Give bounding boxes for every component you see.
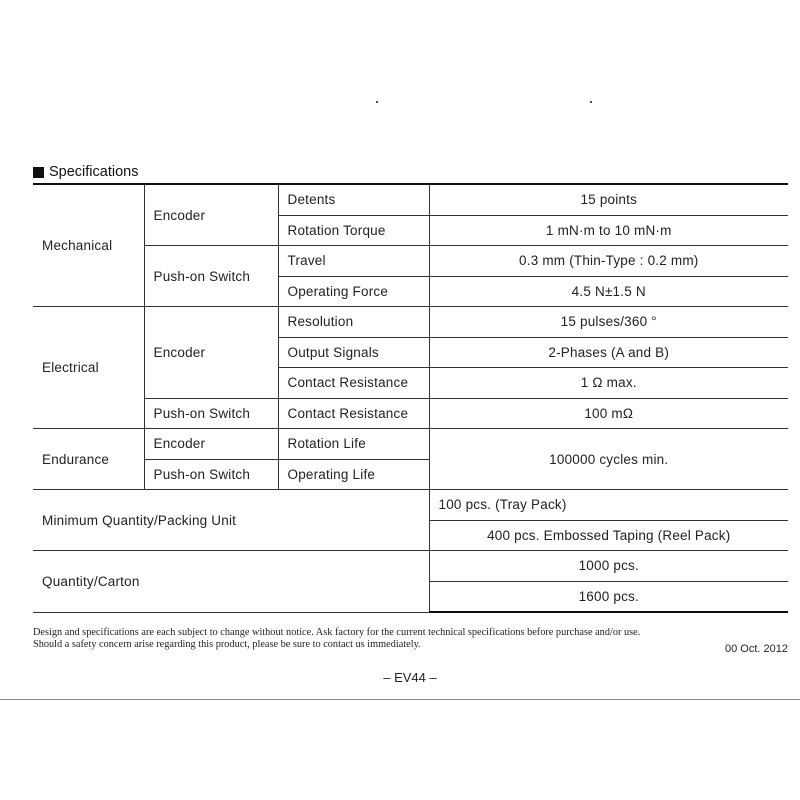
spec-label: Travel (278, 246, 429, 277)
group-cell-min-quantity: Minimum Quantity/Packing Unit (33, 490, 429, 551)
spec-value: 100000 cycles min. (429, 429, 788, 490)
stray-dot-right (590, 101, 592, 103)
section-title: Specifications (49, 164, 139, 180)
group-cell-mechanical: Mechanical (33, 184, 144, 307)
spec-value: 100 mΩ (429, 398, 788, 429)
table-row (33, 246, 788, 277)
spec-label: Rotation Life (278, 429, 429, 460)
spec-value: 1000 pcs. (429, 551, 788, 582)
spec-label: Rotation Torque (278, 215, 429, 246)
group-cell-quantity-carton: Quantity/Carton (33, 551, 429, 613)
spec-value: 400 pcs. Embossed Taping (Reel Pack) (429, 520, 788, 551)
spec-value: 15 pulses/360 ° (429, 307, 788, 338)
table-row (33, 184, 788, 215)
section-heading (33, 162, 138, 182)
subgroup-cell-push-on-switch: Push-on Switch (144, 246, 278, 307)
spec-label: Output Signals (278, 337, 429, 368)
spec-label: Operating Force (278, 276, 429, 307)
subgroup-cell-push-on-switch: Push-on Switch (144, 459, 278, 490)
stray-dot-left (376, 101, 378, 103)
spec-value: 1600 pcs. (429, 581, 788, 612)
table-row (33, 429, 788, 460)
spec-value: 4.5 N±1.5 N (429, 276, 788, 307)
subgroup-cell-encoder: Encoder (144, 184, 278, 246)
specifications-table (33, 183, 788, 613)
subgroup-cell-encoder: Encoder (144, 429, 278, 460)
table-row (33, 307, 788, 338)
spec-value: 2-Phases (A and B) (429, 337, 788, 368)
group-cell-electrical: Electrical (33, 307, 144, 429)
spec-label: Detents (278, 184, 429, 215)
spec-value: 15 points (429, 184, 788, 215)
table-row (33, 551, 788, 582)
footnote (33, 627, 793, 651)
group-cell-endurance: Endurance (33, 429, 144, 490)
subgroup-cell-push-on-switch: Push-on Switch (144, 398, 278, 429)
table-row (33, 490, 788, 521)
spec-value: 1 Ω max. (429, 368, 788, 399)
spec-value: 1 mN·m to 10 mN·m (429, 215, 788, 246)
footnote-line: Design and specifications are each subject to change without notice. Ask factory for the current technical specifications before purchase and/or use. (33, 627, 641, 638)
page-number: – EV44 – (383, 670, 437, 685)
spec-label: Operating Life (278, 459, 429, 490)
footnote-line: Should a safety concern arise regarding this product, please be sure to contact us immediately. (33, 639, 421, 650)
spec-value: 100 pcs. (Tray Pack) (429, 490, 788, 521)
spec-label: Contact Resistance (278, 398, 429, 429)
bottom-divider (0, 699, 800, 700)
spec-value: 0.3 mm (Thin-Type : 0.2 mm) (429, 246, 788, 277)
revision-date: 00 Oct. 2012 (725, 643, 788, 655)
spec-label: Contact Resistance (278, 368, 429, 399)
subgroup-cell-encoder: Encoder (144, 307, 278, 399)
spec-label: Resolution (278, 307, 429, 338)
black-square-icon (33, 167, 44, 178)
table-row (33, 398, 788, 429)
